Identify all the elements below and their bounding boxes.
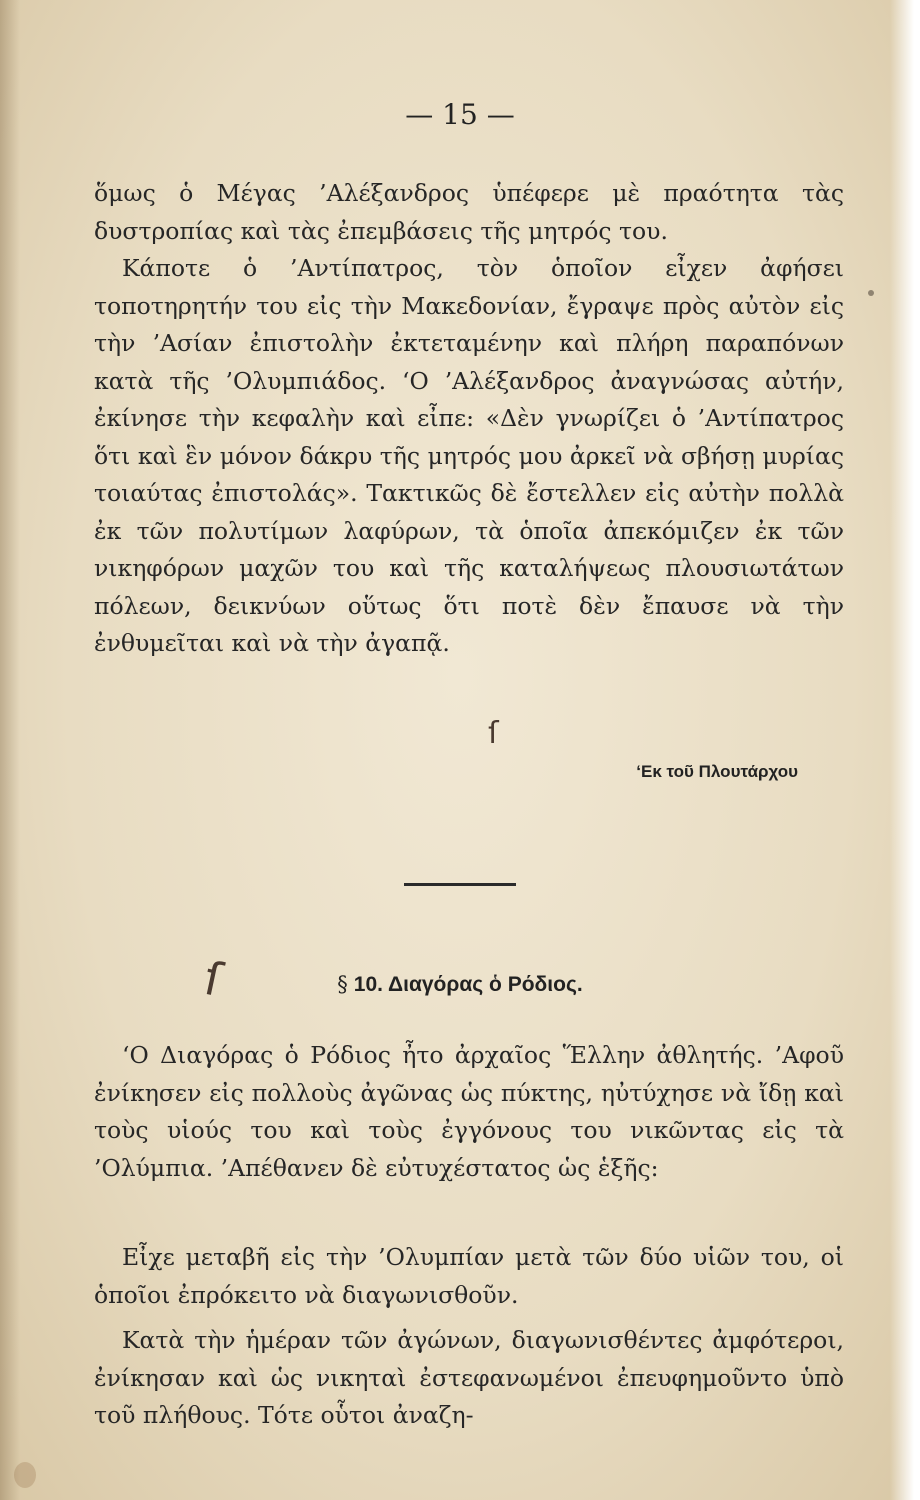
paragraph-5: Κατὰ τὴν ἡμέραν τῶν ἀγώνων, διαγωνισθέντες ἀμφότεροι, ἐνίκησαν καὶ ὡς νικηταὶ ἐστεφανωμένοι ἐπευφημοῦντο ὑπὸ τοῦ πλήθους. Τότε οὗτοι ἀναζη-: [94, 1326, 844, 1429]
section-heading: [0, 972, 920, 997]
paper-stain: [14, 1462, 36, 1488]
pencil-mark-icon: ſ: [488, 716, 499, 751]
section-divider: [404, 883, 516, 886]
attribution: ‘Εκ τοῦ Πλουτάρχου: [636, 762, 798, 781]
paragraph-4: Εἶχε μεταβῆ εἰς τὴν ’Ολυμπίαν μετὰ τῶν δύο υἱῶν του, οἱ ὁποῖοι ἐπρόκειτο νὰ διαγωνισθοῦν.: [94, 1243, 844, 1309]
pencil-check-icon: ſ: [199, 950, 227, 1008]
paragraph-1: ὅμως ὁ Μέγας ’Αλέξανδρος ὑπέφερε μὲ πραότητα τὰς δυστροπίας καὶ τὰς ἐπεμβάσεις τῆς μητρός του.: [94, 179, 844, 245]
page-edge: [890, 0, 920, 1500]
binding-shadow: [0, 0, 20, 1500]
paper-stain: [868, 290, 874, 296]
page-number: — 15 —: [405, 98, 515, 131]
paragraph-3: ‘Ο Διαγόρας ὁ Ρόδιος ἦτο ἀρχαῖος Ἕλλην ἀθλητής. ’Αφοῦ ἐνίκησεν εἰς πολλοὺς ἀγῶνας ὡς πύκτης, ηὐτύχησε νὰ ἴδῃ καὶ τοὺς υἱούς του καὶ τοὺς ἐγγόνους του νικῶντας εἰς τὰ ’Ολύμπια. ’Απέθανεν δὲ εὐτυχέστατος ὡς ἑξῆς:: [94, 1041, 844, 1182]
section-title: 10. Διαγόρας ὁ Ρόδιος.: [353, 973, 583, 996]
paragraph-2: Κάποτε ὁ ’Αντίπατρος, τὸν ὁποῖον εἶχεν ἀφήσει τοποτηρητήν του εἰς τὴν Μακεδονίαν, ἔγραψε πρὸς αὐτὸν εἰς τὴν ’Ασίαν ἐπιστολὴν ἐκτεταμένην καὶ πλήρη παραπόνων κατὰ τῆς ’Ολυμπιάδος. ‘Ο ’Αλέξανδρος ἀναγνώσας αὐτήν, ἐκίνησε τὴν κεφαλὴν καὶ εἶπε: «Δὲν γνωρίζει ὁ ’Αντίπατρος ὅτι καὶ ἓν μόνον δάκρυ τῆς μητρός μου ἀρκεῖ νὰ σβήσῃ μυρίας τοιαύτας ἐπιστολάς». Τακτικῶς δὲ ἔστελλεν εἰς αὐτὴν πολλὰ ἐκ τῶν πολυτίμων λαφύρων, τὰ ὁποῖα ἀπεκόμιζεν ἐκ τῶν νικηφόρων μαχῶν του καὶ τῆς καταλήψεως πλουσιωτάτων πόλεων, δεικνύων οὕτως ὅτι ποτὲ δὲν ἔπαυσε νὰ τὴν ἐνθυμεῖται καὶ νὰ τὴν ἀγαπᾷ.: [94, 254, 844, 657]
section-symbol: §: [337, 972, 348, 996]
